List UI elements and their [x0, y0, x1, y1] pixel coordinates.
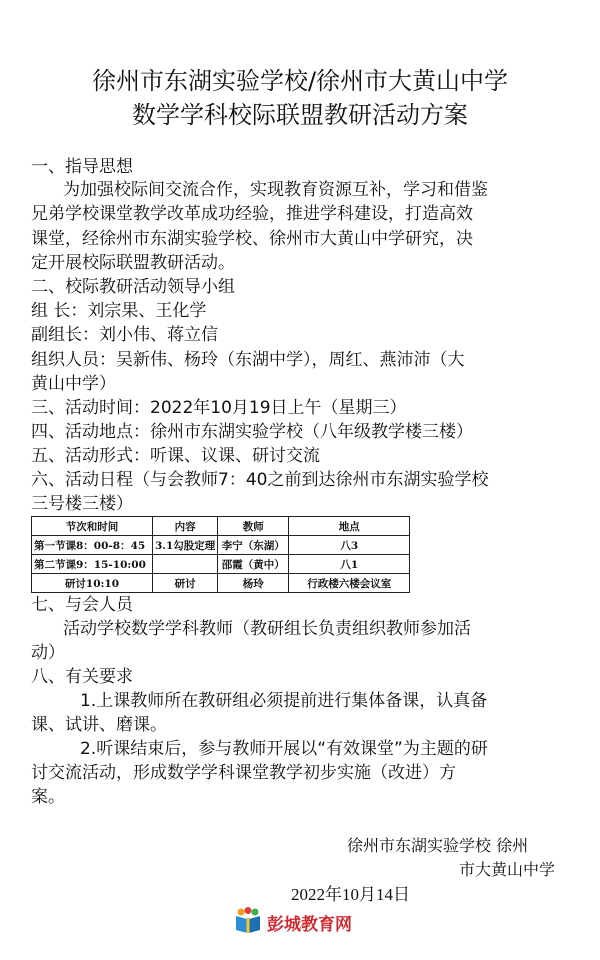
signature-date: 2022年10月14日 — [291, 885, 410, 904]
section7-line1: 活动学校数学学科教师（教研组长负责组织教师参加活 — [63, 619, 471, 639]
section2-organizers-line2: 黄山中学） — [31, 374, 116, 394]
table-cell: 李宁（东湖） — [218, 536, 289, 555]
table-cell: 杨玲 — [218, 574, 289, 593]
schedule-header-cell: 内容 — [153, 517, 218, 536]
section8-req2-line2: 讨交流活动，形成数学学科课堂教学初步实施（改进）方 — [31, 763, 456, 783]
section1-heading: 一、指导思想 — [31, 157, 133, 177]
table-cell: 第一节课8：00-8：45 — [32, 536, 153, 555]
section8-req1-line1: 1.上课教师所在教研组必须提前进行集体备课，认真备 — [80, 691, 488, 711]
section8-req2-line3: 案。 — [31, 787, 65, 807]
site-logo-text: 彭城教育网 — [267, 915, 352, 935]
page-title-line1: 徐州市东湖实验学校/徐州市大黄山中学 — [91, 67, 509, 95]
table-row — [32, 574, 410, 593]
section1-line4: 定开展校际联盟教研活动。 — [31, 253, 235, 273]
section1-line1: 为加强校际间交流合作，实现教育资源互补，学习和借鉴 — [63, 180, 488, 200]
schedule-header-cell: 节次和时间 — [32, 517, 153, 536]
table-cell: 研讨 — [153, 574, 218, 593]
table-cell — [153, 555, 218, 574]
table-row — [32, 555, 410, 574]
table-row — [32, 536, 410, 555]
signature-line2: 市大黄山中学 — [459, 860, 556, 879]
section6-schedule-line1: 六、活动日程（与会教师7：40之前到达徐州市东湖实验学校 — [31, 470, 489, 490]
table-cell: 八3 — [289, 536, 410, 555]
section8-req2-line1: 2.听课结束后，参与教师开展以“有效课堂”为主题的研 — [80, 739, 488, 759]
table-cell: 邵霞（黄中） — [218, 555, 289, 574]
section3-activity-time: 三、活动时间：2022年10月19日上午（星期三） — [31, 398, 407, 418]
table-cell: 八1 — [289, 555, 410, 574]
section2-organizers-line1: 组织人员：吴新伟、杨玲（东湖中学），周红、燕沛沛（大 — [31, 350, 465, 370]
table-cell: 3.1勾股定理 — [153, 536, 218, 555]
schedule-header-cell: 地点 — [289, 517, 410, 536]
schedule-header-row — [32, 517, 410, 536]
signature-line1: 徐州市东湖实验学校 徐州 — [347, 836, 529, 855]
schedule-table — [31, 516, 410, 593]
section2-heading: 二、校际教研活动领导小组 — [31, 277, 235, 297]
schedule-header-cell: 教师 — [218, 517, 289, 536]
section7-line2: 动） — [31, 643, 65, 663]
section8-heading: 八、有关要求 — [31, 667, 133, 687]
section7-heading: 七、与会人员 — [31, 595, 133, 615]
section2-leader: 组 长：刘宗果、王化学 — [31, 301, 207, 321]
page-title-line2: 数学学科校际联盟教研活动方案 — [132, 101, 468, 129]
section1-line3: 课堂，经徐州市东湖实验学校、徐州市大黄山中学研究，决 — [31, 229, 473, 249]
table-cell: 研讨10:10 — [32, 574, 153, 593]
section2-deputy: 副组长：刘小伟、蒋立信 — [31, 325, 218, 345]
section4-activity-location: 四、活动地点：徐州市东湖实验学校（八年级教学楼三楼） — [31, 422, 473, 442]
section1-line2: 兄弟学校课堂教学改革成功经验，推进学科建设，打造高效 — [31, 204, 473, 224]
book-logo-icon — [233, 906, 263, 936]
table-cell: 行政楼六楼会议室 — [289, 574, 410, 593]
table-cell: 第二节课9：15-10:00 — [32, 555, 153, 574]
section5-activity-format: 五、活动形式：听课、议课、研讨交流 — [31, 446, 320, 466]
section6-schedule-line2: 三号楼三楼） — [31, 494, 133, 514]
section8-req1-line2: 课、试讲、磨课。 — [31, 715, 167, 735]
